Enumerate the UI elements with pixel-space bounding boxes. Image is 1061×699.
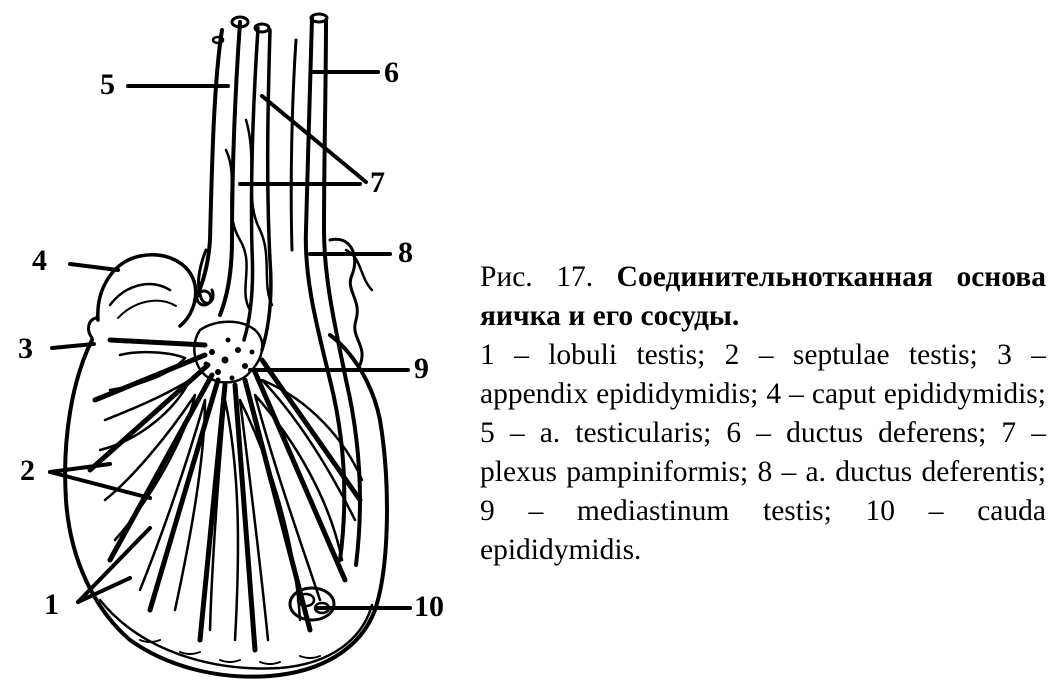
label-8: 8 [398,236,413,269]
label-3: 3 [18,332,33,365]
testicular-artery [195,30,222,300]
caption-legend: 1 – lobuli testis; 2 – septulae testis; 3 – appendix epididymidis; 4 – caput epididymidis; 5 – a. testicularis; 6 – ductus deferens; 7 – plexus pampiniformis; 8 – a. ductus deferentis; 9 – mediastinum testis; 10 – cauda epididymidis. [480,339,1046,566]
artery-ductus-deferentis [330,239,362,365]
label-1: 1 [44,588,59,621]
anatomical-illustration [0,0,470,694]
caption-title-text: Соединительнотканная основа яичка и его сосуды. [480,261,1046,332]
testis-drawing [0,0,470,694]
label-10: 10 [414,590,444,623]
figure-caption [480,258,1046,570]
caption-fig-label: Рис. 17. [480,261,594,293]
label-2: 2 [20,454,35,487]
label-5: 5 [100,68,115,101]
caput-epididymidis [98,255,196,326]
label-6: 6 [384,56,399,89]
caption-title [480,258,1046,336]
label-9: 9 [414,352,429,385]
label-7: 7 [370,166,385,199]
label-4: 4 [32,244,47,277]
